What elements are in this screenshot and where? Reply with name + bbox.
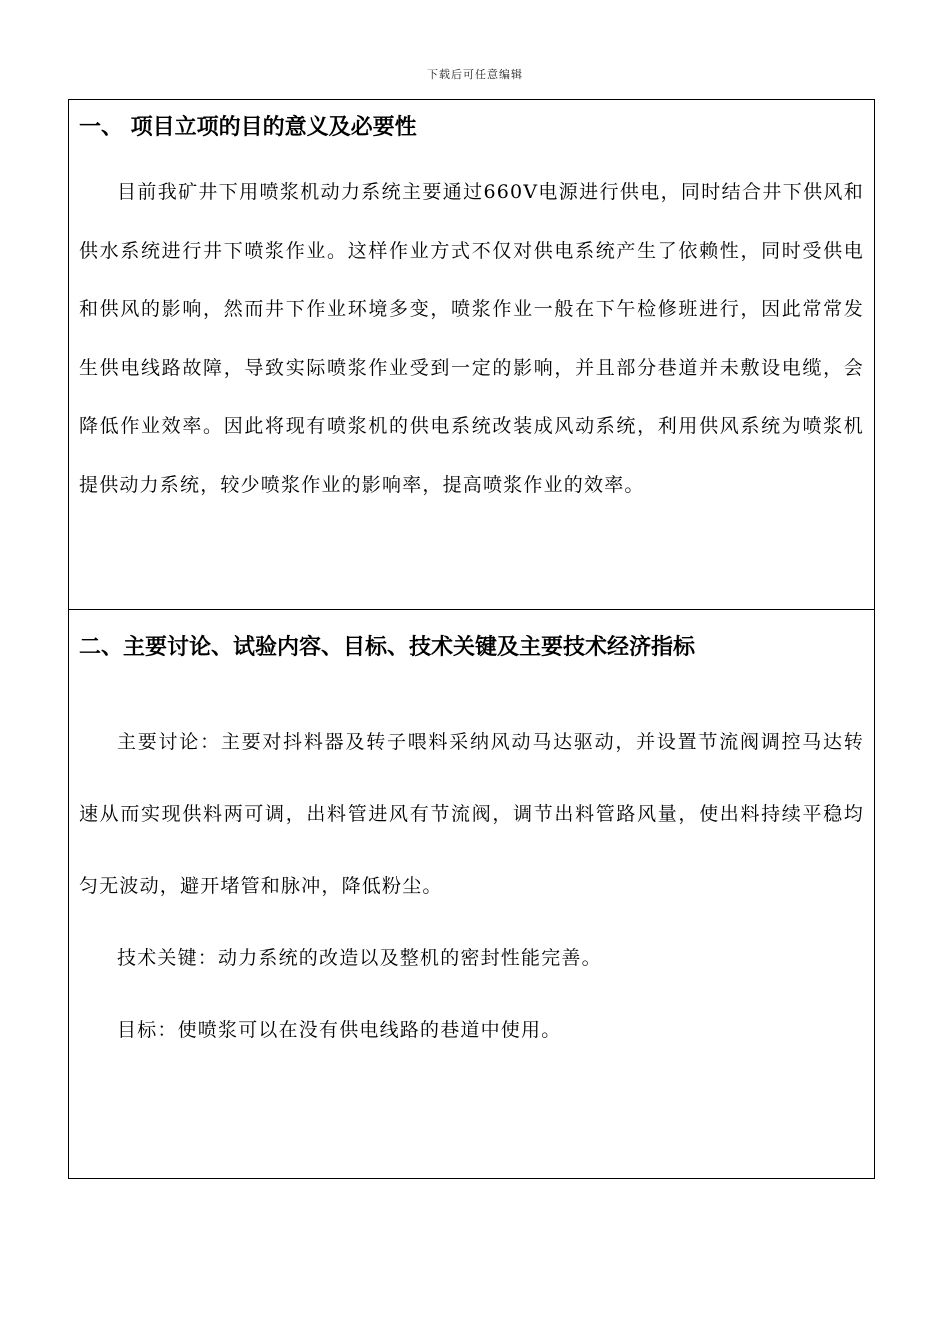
section-content-title: 二、主要讨论、试验内容、目标、技术关键及主要技术经济指标 (79, 635, 696, 660)
section-purpose-title: 一、 项目立项的目的意义及必要性 (79, 115, 417, 140)
section-content (69, 610, 874, 1178)
page-header-note: 下载后可任意编辑 (427, 68, 523, 81)
section-purpose-body: 目前我矿井下用喷浆机动力系统主要通过660V电源进行供电，同时结合井下供风和供水系统进行井下喷浆作业。这样作业方式不仅对供电系统产生了依赖性，同时受供电和供风的影响，然而井下作业环境多变，喷浆作业一般在下午检修班进行，因此常常发生供电线路故障，导致实际喷浆作业受到一定的影响，并且部分巷道并未敷设电缆，会降低作业效率。因此将现有喷浆机的供电系统改装成风动系统，利用供风系统为喷浆机提供动力系统，较少喷浆作业的影响率，提高喷浆作业的效率。 (79, 181, 864, 496)
section-purpose (69, 100, 874, 610)
research-paragraph: 主要讨论：主要对抖料器及转子喂料采纳风动马达驱动，并设置节流阀调控马达转速从而实现供料两可调，出料管进风有节流阀，调节出料管路风量，使出料持续平稳均匀无波动，避开堵管和脉冲，降低粉尘。 (79, 731, 864, 897)
key-tech-paragraph: 技术关键：动力系统的改造以及整机的密封性能完善。 (117, 947, 602, 969)
document-table (68, 99, 875, 1179)
goal-paragraph: 目标：使喷浆可以在没有供电线路的巷道中使用。 (117, 1019, 562, 1041)
